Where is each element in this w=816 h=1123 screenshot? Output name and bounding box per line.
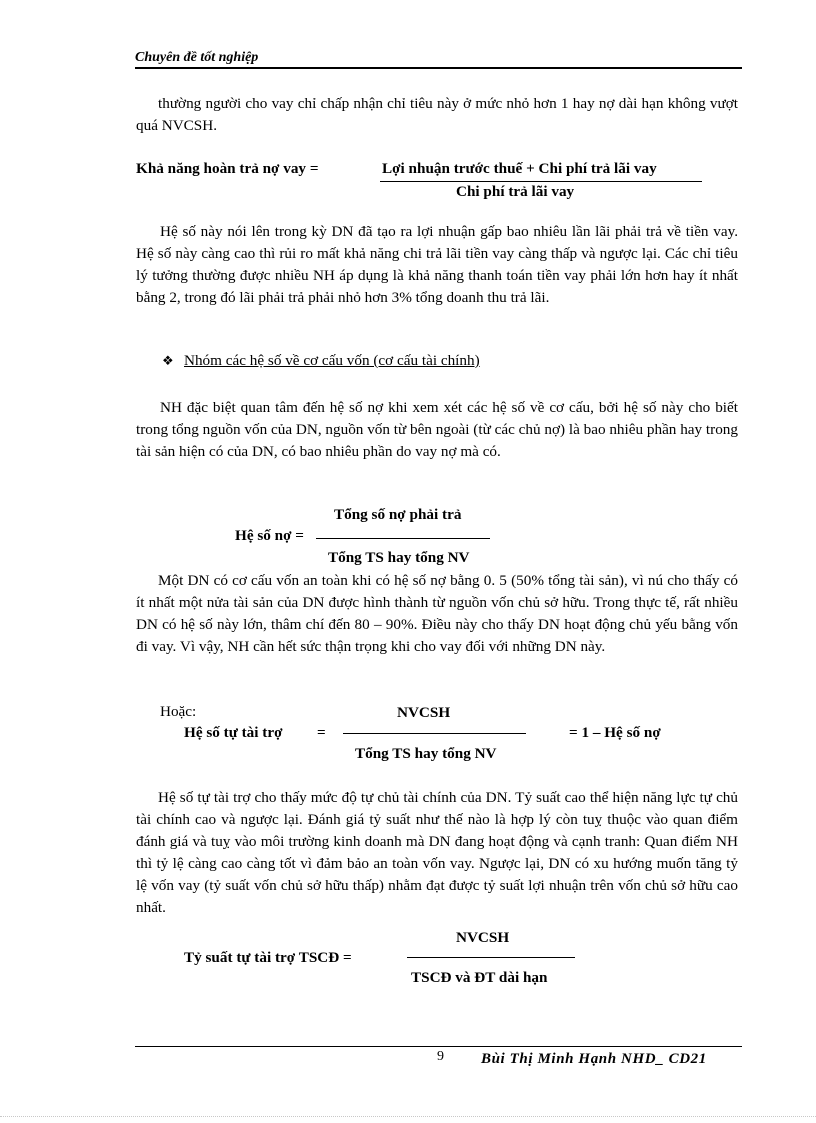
formula1-numerator: Lợi nhuận trước thuế + Chi phí trả lãi vay [382, 160, 657, 177]
formula1-fraction-line [380, 181, 702, 182]
footer-author: Bùi Thị Minh Hạnh NHD_ CD21 [481, 1051, 707, 1067]
formula3-numerator: NVCSH [397, 704, 451, 721]
page-number: 9 [437, 1049, 444, 1064]
formula3-fraction-line [343, 733, 526, 734]
paragraph-1: thường người cho vay chỉ chấp nhận chỉ tiêu này ở mức nhỏ hơn 1 hay nợ dài hạn không vượt quá NVCSH. [136, 95, 738, 134]
formula4-numerator: NVCSH [456, 929, 510, 946]
formula2-label: Hệ số nợ = [235, 527, 304, 544]
formula2-denominator: Tổng TS hay tổng NV [328, 549, 470, 566]
paragraph-5: Hệ số tự tài trợ cho thấy mức độ tự chủ tài chính của DN. Tỷ suất cao thể hiện năng lực tự chủ tài chính cao và ngược lại. Đánh giá tỷ suất như thế nào là hợp lý còn tuỵ thuộc vào quan điểm đánh giá và tuỵ vào môi trường kinh doanh mà DN đang hoạt động và cạnh tranh: Quan điểm NH thì tỷ lệ càng cao càng tốt vì đảm bảo an toàn vốn vay. Ngược lại, DN có xu hướng muốn tăng tỷ lệ vốn vay (tỷ suất vốn chủ sở hữu thấp) nhằm đạt được tỷ suất lợi nhuận trên vốn chủ sở hữu cao nhất. [136, 789, 738, 916]
formula2-fraction-line [316, 538, 490, 539]
diamond-bullet-icon: ❖ [162, 353, 174, 368]
formula3-equals: = [317, 724, 326, 741]
header-title: Chuyên đề tốt nghiệp [135, 50, 259, 65]
formula1-label: Khả năng hoàn trả nợ vay = [136, 160, 319, 177]
formula3-denominator: Tổng TS hay tổng NV [355, 745, 497, 762]
formula3-label: Hệ số tự tài trợ [184, 724, 283, 741]
formula4-denominator: TSCĐ và ĐT dài hạn [411, 969, 548, 986]
paragraph-2: Hệ số này nói lên trong kỳ DN đã tạo ra lợi nhuận gấp bao nhiêu lần lãi phải trả về tiền vay. Hệ số này càng cao thì rủi ro mất khả năng chi trả lãi tiền vay càng thấp và ngược lại. Các chỉ tiêu lý tưởng thường được nhiều NH áp dụng là khả năng thanh toán tiền vay phải lớn hơn hay ít nhất bằng 2, trong đó lãi phải trả phải nhỏ hơn 3% tổng doanh thu trả lãi. [136, 223, 738, 306]
page-edge-divider [0, 1116, 816, 1117]
paragraph-4: Một DN có cơ cấu vốn an toàn khi có hệ số nợ bằng 0. 5 (50% tổng tài sản), vì nú cho thấy có ít nhất một nửa tài sản của DN được hình thành từ nguồn vốn chủ sở hữu. Trong thực tế, rất nhiều DN có hệ số này lớn, thâm chí đến 80 – 90%. Điều này cho thấy DN hoạt động chủ yếu bằng vốn đi vay. Vì vậy, NH cần hết sức thận trọng khi cho vay đối với những DN này. [136, 572, 738, 655]
formula4-fraction-line [407, 957, 575, 958]
formula4-label: Tỷ suất tự tài trợ TSCĐ = [184, 949, 352, 966]
section-bullet-text: Nhóm các hệ số về cơ cấu vốn (cơ cấu tài chính) [184, 352, 480, 369]
formula2-numerator: Tổng số nợ phải trả [334, 506, 462, 523]
formula1-denominator: Chi phí trả lãi vay [456, 183, 575, 200]
formula3-result: = 1 – Hệ số nợ [569, 724, 661, 741]
footer-rule [135, 1046, 742, 1047]
paragraph-3: NH đặc biệt quan tâm đến hệ số nợ khi xem xét các hệ số về cơ cấu, bởi hệ số này cho biết trong tổng nguồn vốn của DN, nguồn vốn từ bên ngoài (từ các chủ nợ) là bao nhiêu phần hay trong tài sản hiện có của DN, có bao nhiêu phần do vay nợ mà có. [136, 399, 738, 460]
formula3-prefix: Hoặc: [160, 703, 197, 720]
section-bullet [162, 352, 480, 370]
header-rule [135, 67, 742, 69]
